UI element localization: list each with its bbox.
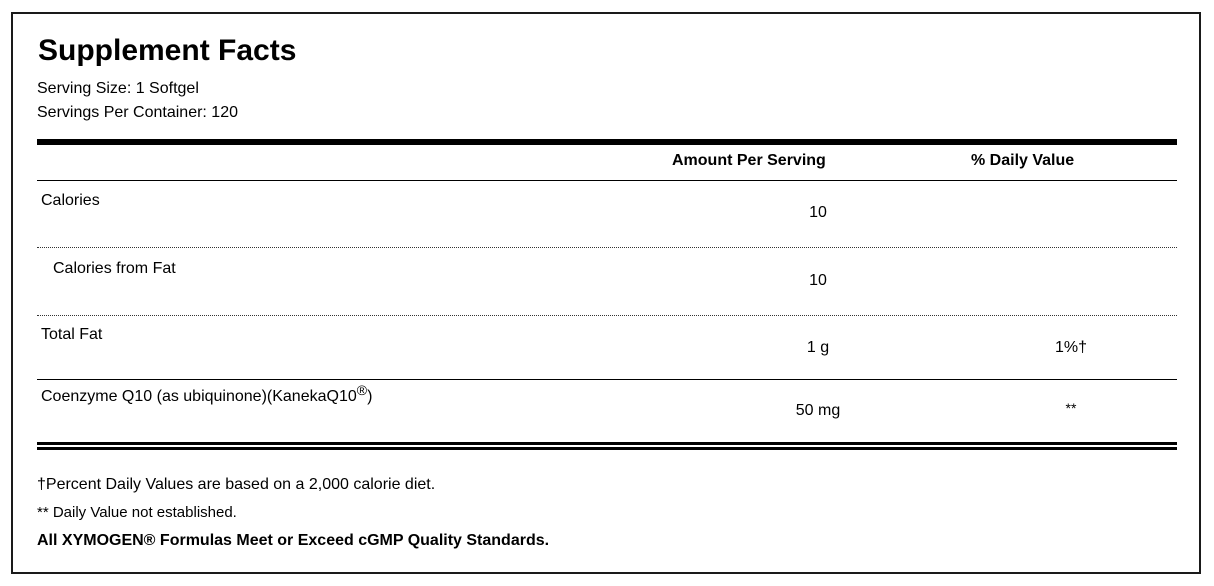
column-header-daily-value: % Daily Value bbox=[971, 152, 1075, 169]
dotted-divider bbox=[37, 247, 1177, 248]
row-name-calories-from-fat: Calories from Fat bbox=[53, 260, 176, 277]
row-amount-coq10: 50 mg bbox=[795, 402, 841, 419]
registered-mark: ® bbox=[356, 382, 368, 398]
footnote-percent: †Percent Daily Values are based on a 2,000 calorie diet. bbox=[37, 476, 436, 493]
row-amount-total-fat: 1 g bbox=[806, 339, 830, 356]
row-name-coq10 bbox=[41, 382, 373, 406]
row-divider bbox=[37, 379, 1177, 380]
footnote-quality: All XYMOGEN® Formulas Meet or Exceed cGMP Quality Standards. bbox=[37, 532, 550, 549]
row-dv-total-fat: 1%† bbox=[1054, 339, 1088, 356]
header-divider bbox=[37, 180, 1177, 181]
dotted-divider bbox=[37, 315, 1177, 316]
supplement-facts-panel bbox=[11, 12, 1201, 574]
thick-divider bbox=[37, 139, 1177, 145]
double-divider-bottom bbox=[37, 447, 1177, 450]
row-amount-calories: 10 bbox=[809, 204, 827, 221]
row-dv-coq10: ** bbox=[1065, 400, 1077, 416]
footnote-not-established: ** Daily Value not established. bbox=[37, 504, 237, 521]
row-name-calories: Calories bbox=[41, 192, 100, 209]
column-header-amount: Amount Per Serving bbox=[672, 152, 826, 169]
row-amount-calories-from-fat: 10 bbox=[809, 272, 827, 289]
double-divider-top bbox=[37, 442, 1177, 445]
panel-title: Supplement Facts bbox=[38, 34, 297, 67]
coq10-name-text: Coenzyme Q10 (as ubiquinone)(KanekaQ10 bbox=[41, 388, 357, 405]
coq10-name-close: ) bbox=[367, 388, 373, 405]
servings-per-container: Servings Per Container: 120 bbox=[37, 104, 238, 121]
serving-size: Serving Size: 1 Softgel bbox=[37, 80, 199, 97]
row-name-total-fat: Total Fat bbox=[41, 326, 103, 343]
